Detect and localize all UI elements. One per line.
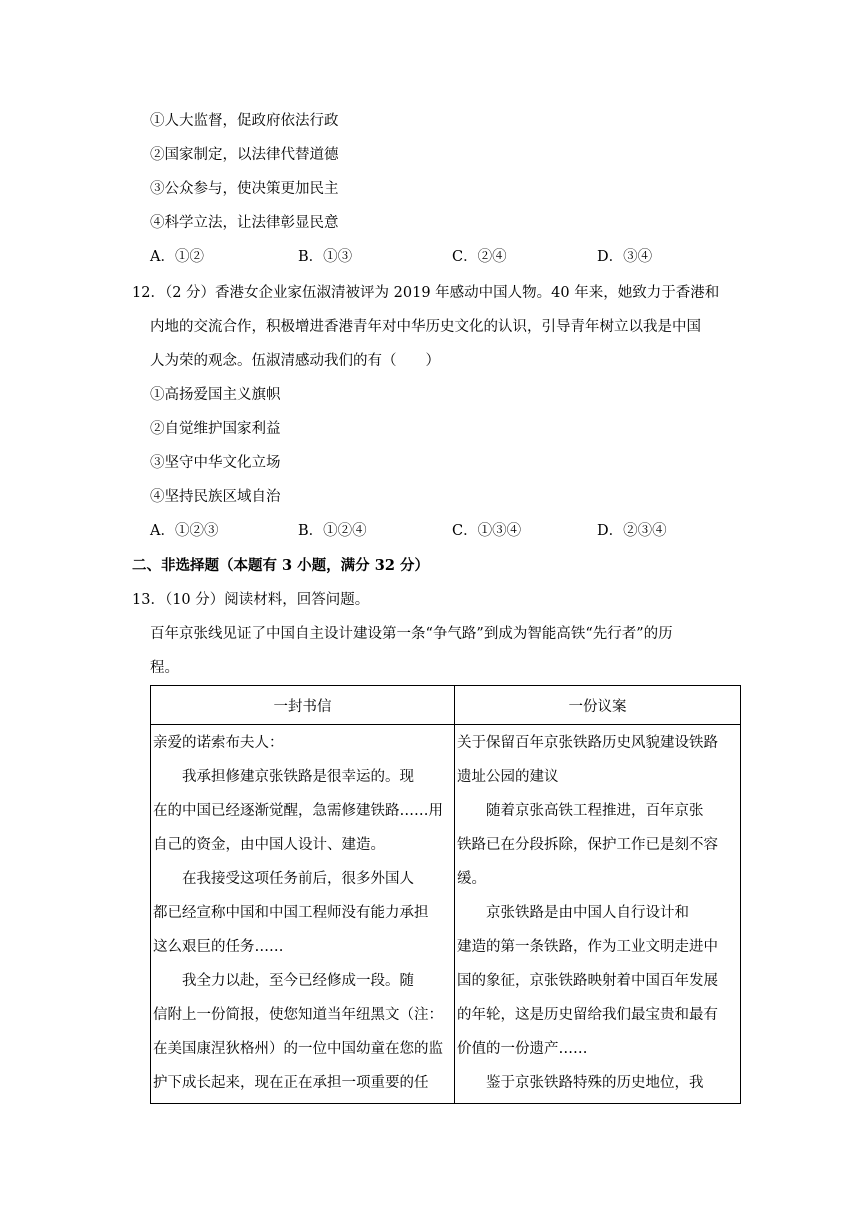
- q11-item-2: ②国家制定，以法律代替道德: [150, 147, 339, 163]
- letter-line: 我承担修建京张铁路是很幸运的。现: [153, 769, 414, 785]
- proposal-line: 铁路已在分段拆除，保护工作已是刻不容: [457, 837, 718, 853]
- q13-material-line-1: 百年京张线见证了中国自主设计建设第一条“争气路”到成为智能高铁“先行者”的历: [150, 626, 673, 642]
- proposal-line: 建造的第一条铁路，作为工业文明走进中: [457, 939, 718, 955]
- q12-stem-line-3: 人为荣的观念。伍淑清感动我们的有（ ）: [150, 353, 440, 369]
- q12-option-b[interactable]: B．①②④: [298, 523, 367, 539]
- proposal-line: 缓。: [457, 871, 486, 887]
- letter-line: 信附上一份简报，使您知道当年纽黑文（注：: [153, 1007, 443, 1023]
- q13-material-line-2: 程。: [150, 660, 179, 676]
- proposal-line: 价值的一份遗产……: [457, 1041, 588, 1057]
- section-heading: 二、非选择题（本题有 3 小题，满分 32 分）: [132, 557, 429, 574]
- table-header-proposal: 一份议案: [455, 686, 741, 725]
- proposal-line: 遗址公园的建议: [457, 769, 559, 785]
- proposal-line: 关于保留百年京张铁路历史风貌建设铁路: [457, 735, 718, 751]
- q12-stem-line-2: 内地的交流合作，积极增进香港青年对中华历史文化的认识，引导青年树立以我是中国: [150, 319, 701, 335]
- proposal-line: 鉴于京张铁路特殊的历史地位，我: [457, 1075, 704, 1091]
- q12-option-a[interactable]: A．①②③: [150, 523, 219, 539]
- letter-line: 在的中国已经逐渐觉醒，急需修建铁路……用: [153, 803, 443, 819]
- q11-option-c[interactable]: C．②④: [452, 249, 507, 265]
- q12-item-1: ①高扬爱国主义旗帜: [150, 387, 281, 403]
- q12-item-2: ②自觉维护国家利益: [150, 421, 281, 437]
- q11-option-d[interactable]: D．③④: [597, 249, 653, 265]
- letter-cell: [151, 725, 455, 1104]
- letter-line: 护下成长起来，现在正在承担一项重要的任: [153, 1075, 429, 1091]
- table-header-letter: 一封书信: [151, 686, 455, 725]
- material-table: [150, 685, 741, 1104]
- q13-prompt: 13．（10 分）阅读材料，回答问题。: [132, 592, 370, 608]
- q12-option-d[interactable]: D．②③④: [597, 523, 667, 539]
- letter-line: 我全力以赴，至今已经修成一段。随: [153, 973, 414, 989]
- proposal-line: 随着京张高铁工程推进，百年京张: [457, 803, 704, 819]
- letter-line: 自己的资金，由中国人设计、建造。: [153, 837, 385, 853]
- letter-line: 在美国康涅狄格州）的一位中国幼童在您的监: [153, 1041, 443, 1057]
- letter-line: 都已经宣称中国和中国工程师没有能力承担: [153, 905, 429, 921]
- q11-item-4: ④科学立法，让法律彰显民意: [150, 215, 339, 231]
- q11-item-1: ①人大监督，促政府依法行政: [150, 113, 339, 129]
- proposal-line: 的年轮，这是历史留给我们最宝贵和最有: [457, 1007, 718, 1023]
- proposal-line: 国的象征，京张铁路映射着中国百年发展: [457, 973, 718, 989]
- letter-line: 亲爱的诺索布夫人：: [153, 735, 284, 751]
- q12-item-4: ④坚持民族区域自治: [150, 489, 281, 505]
- q12-option-c[interactable]: C．①③④: [452, 523, 522, 539]
- letter-line: 这么艰巨的任务……: [153, 939, 284, 955]
- q11-option-a[interactable]: A．①②: [150, 249, 204, 265]
- q11-option-b[interactable]: B．①③: [298, 249, 353, 265]
- proposal-cell: [455, 725, 741, 1104]
- q11-item-3: ③公众参与，使决策更加民主: [150, 181, 339, 197]
- q12-stem-line-1: 12．（2 分）香港女企业家伍淑清被评为 2019 年感动中国人物。40 年来，她致力于香港和: [132, 285, 720, 301]
- q12-item-3: ③坚守中华文化立场: [150, 455, 281, 471]
- letter-line: 在我接受这项任务前后，很多外国人: [153, 871, 414, 887]
- proposal-line: 京张铁路是由中国人自行设计和: [457, 905, 689, 921]
